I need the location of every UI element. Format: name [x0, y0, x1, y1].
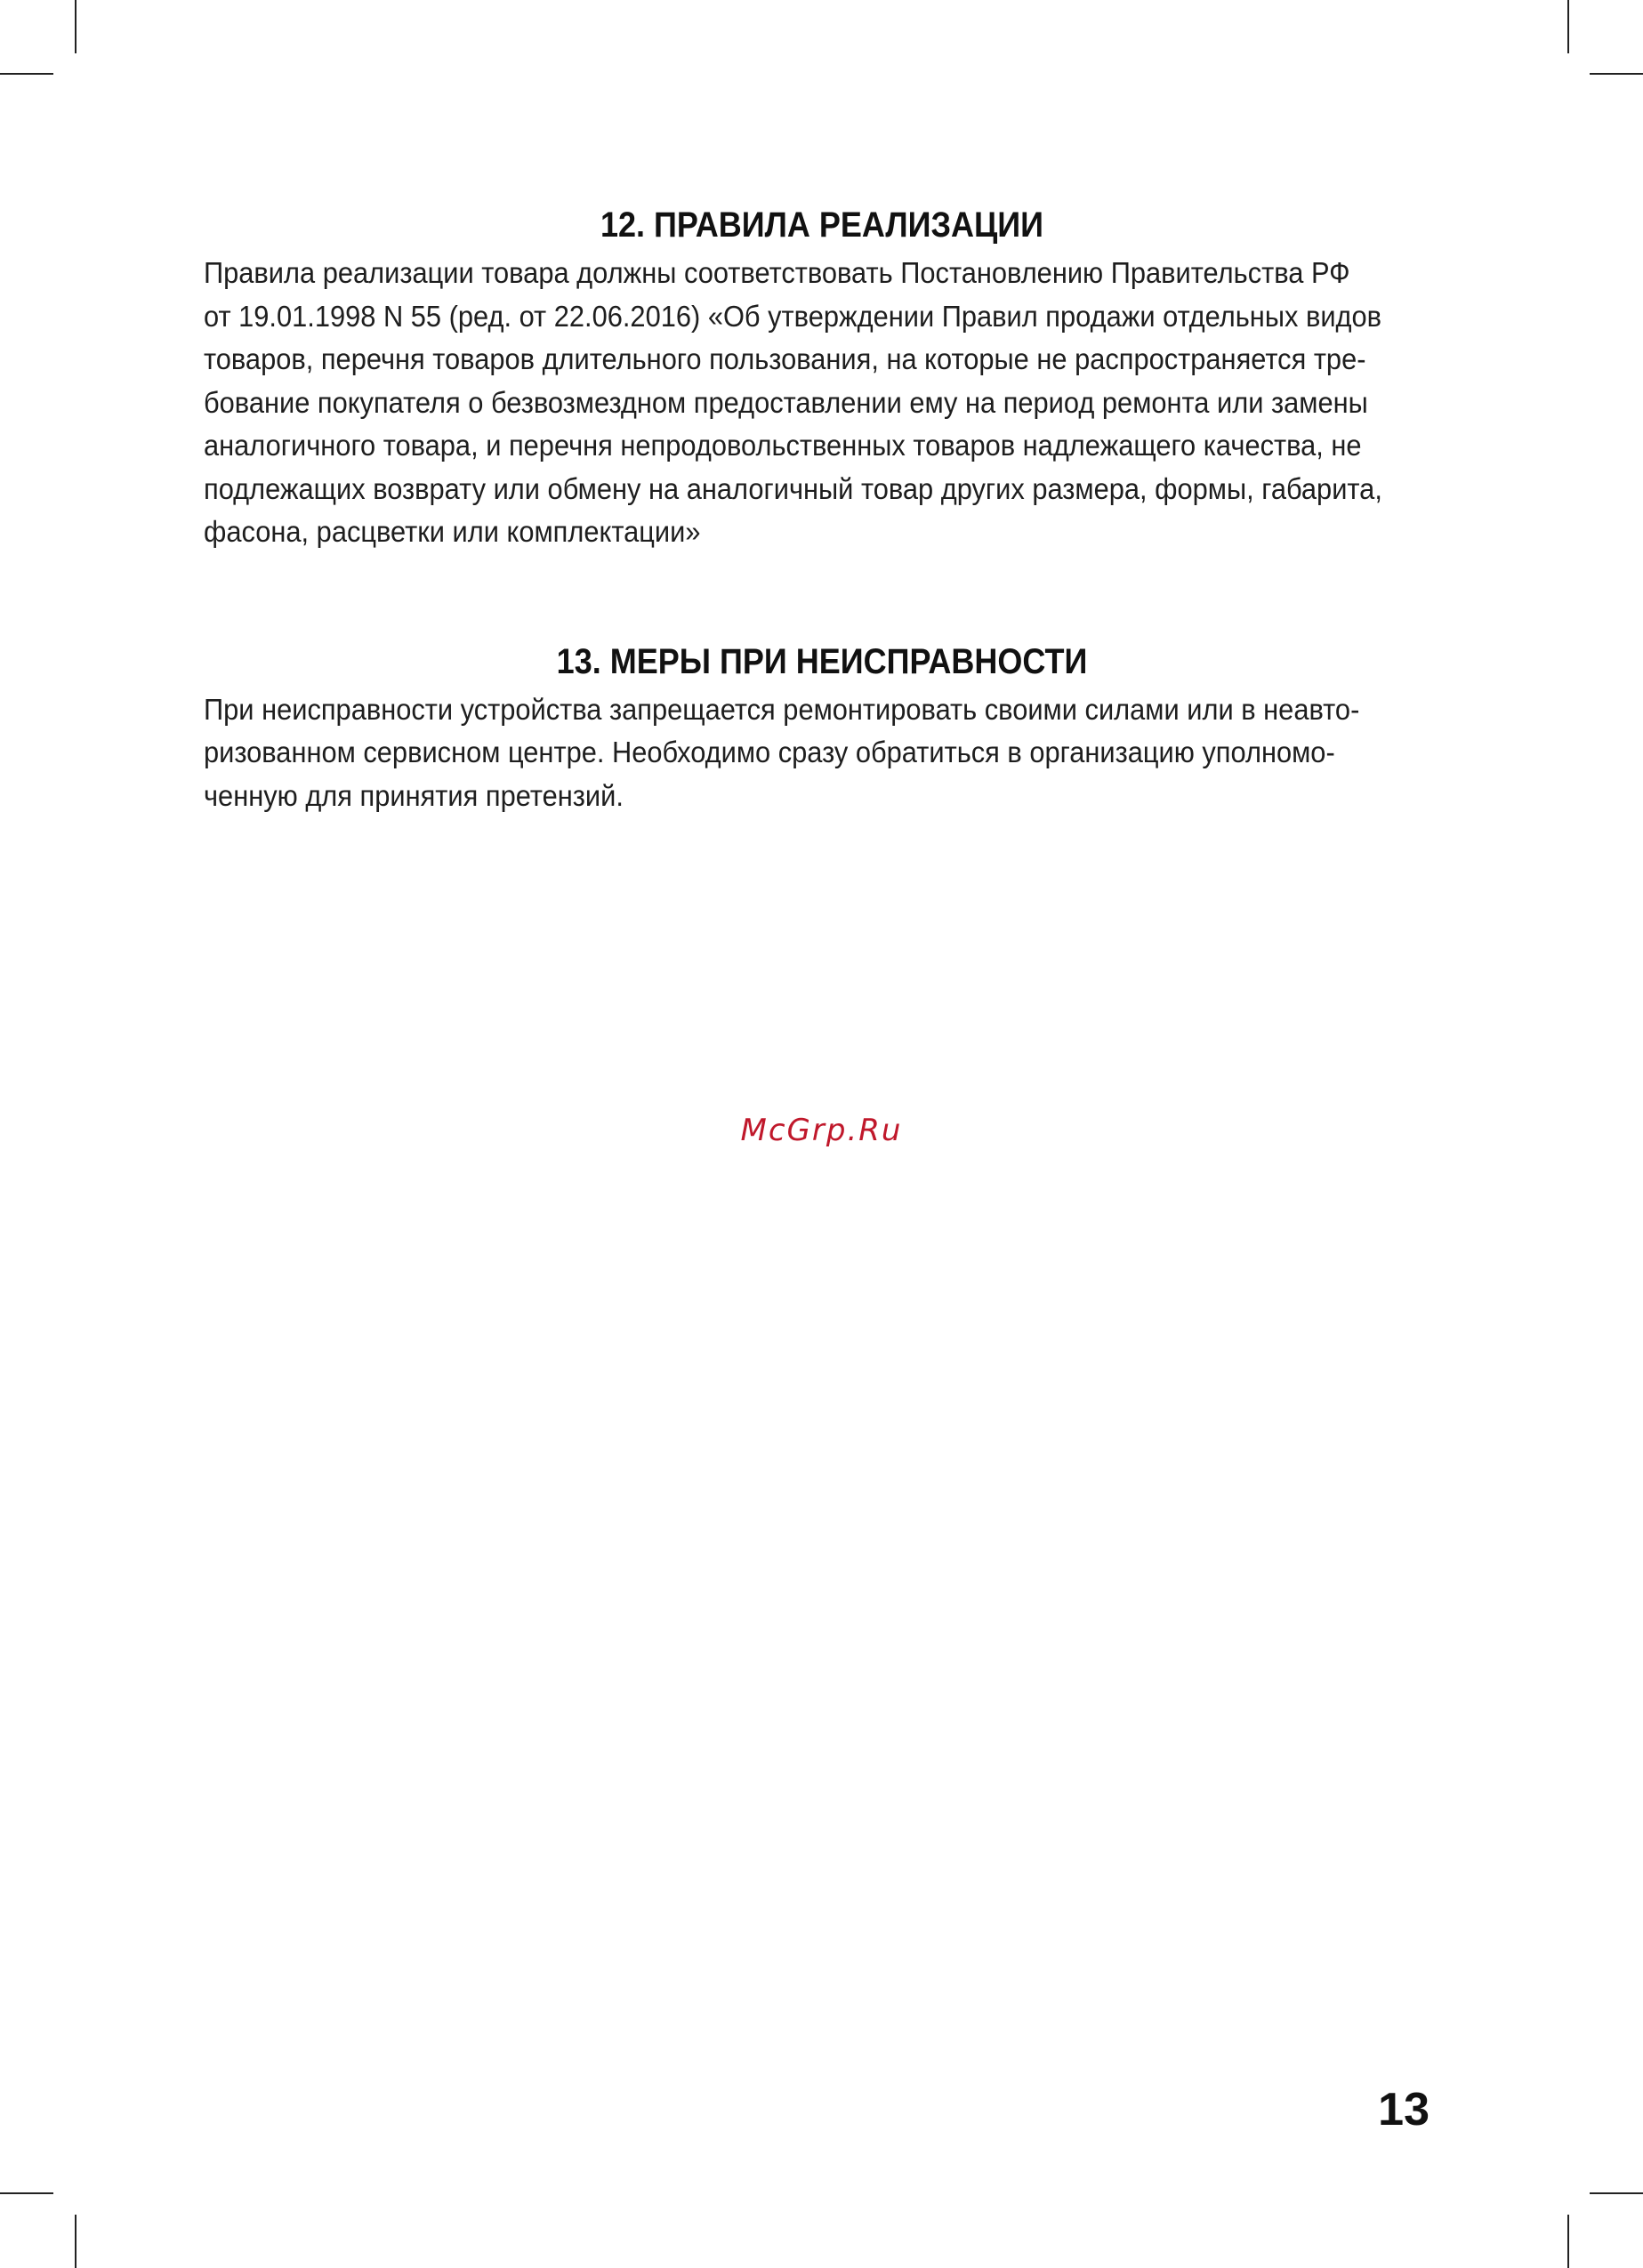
crop-mark-bottom-left-horizontal — [0, 2192, 53, 2194]
crop-mark-bottom-right-vertical — [1567, 2215, 1569, 2268]
section-title: 12. ПРАВИЛА РЕАЛИЗАЦИИ — [600, 205, 1044, 245]
document-content — [204, 203, 1440, 818]
section-sales-rules — [204, 203, 1440, 555]
body-line: бование покупателя о безвозмездном предоставлении ему на период ремонта или замены — [204, 386, 1368, 420]
page-number: 13 — [1378, 2084, 1430, 2135]
watermark: McGrp.Ru — [740, 1113, 903, 1148]
body-line: подлежащих возврату или обмену на аналогичный товар других размера, формы, габарита, — [204, 472, 1382, 506]
body-line: При неисправности устройства запрещается ремонтировать своими силами или в неавто- — [204, 693, 1360, 727]
body-line: ризованном сервисном центре. Необходимо сразу обратиться в организацию уполномо- — [204, 736, 1335, 769]
body-line: Правила реализации товара должны соответствовать Постановлению Правительства РФ — [204, 257, 1350, 290]
body-line: ченную для принятия претензий. — [204, 779, 624, 813]
body-line: аналогичного товара, и перечня непродовольственных товаров надлежащего качества, не — [204, 430, 1362, 462]
body-line: товаров, перечня товаров длительного пользования, на которые не распространяется тре- — [204, 343, 1366, 376]
crop-mark-top-left-vertical — [75, 0, 77, 53]
crop-mark-bottom-left-vertical — [75, 2215, 77, 2268]
crop-mark-bottom-right-horizontal — [1590, 2192, 1643, 2194]
body-line: фасона, расцветки или комплектации» — [204, 516, 701, 549]
crop-mark-top-right-horizontal — [1590, 73, 1643, 75]
crop-mark-top-right-vertical — [1567, 0, 1569, 53]
body-line: от 19.01.1998 N 55 (ред. от 22.06.2016) «Об утверждении Правил продажи отдельных видов — [204, 300, 1382, 334]
section-title: 13. МЕРЫ ПРИ НЕИСПРАВНОСТИ — [556, 641, 1088, 681]
crop-mark-top-left-horizontal — [0, 73, 53, 75]
section-body — [204, 689, 1440, 819]
section-body — [204, 253, 1440, 555]
section-malfunction-measures — [204, 639, 1440, 819]
